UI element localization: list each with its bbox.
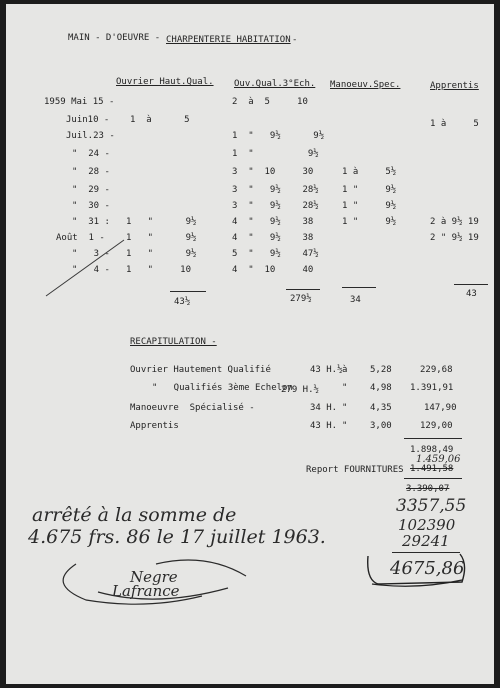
recap-rule (404, 478, 462, 479)
row-date: " 31 : (72, 217, 110, 227)
recap-row (6, 384, 494, 396)
recap-amount: 229,68 (420, 365, 453, 375)
row-date: Juil.23 - (66, 131, 115, 141)
table-row (6, 98, 494, 110)
row-ouv-qual: 3 " 10 30 (232, 167, 314, 177)
table-row (6, 132, 494, 144)
recap-label: Apprentis (130, 421, 179, 431)
recap-hours: 43 H.½ (310, 365, 343, 375)
row-ouvrier: 1 à 5 (130, 115, 190, 125)
handwritten-line-1: arrêté à la somme de (32, 504, 237, 526)
recap-hours: 34 H. (310, 403, 338, 413)
row-ouv-qual: 4 " 9½ 38 (232, 233, 314, 243)
total-box-underline (372, 580, 462, 586)
signature-1: Negre (130, 568, 178, 586)
recap-rate: 4,98 (370, 383, 392, 393)
table-row (6, 186, 494, 198)
recap-amount: 129,00 (420, 421, 453, 431)
recap-row (6, 422, 494, 434)
row-ouv-qual: 3 " 9½ 28½ (232, 185, 319, 195)
header-title: CHARPENTERIE HABITATION (166, 35, 291, 45)
total-rule (342, 287, 376, 288)
table-row (6, 218, 494, 230)
row-ouvrier: 1 " 9½ (126, 233, 197, 243)
row-ouvrier: 1 " 9½ (126, 249, 197, 259)
row-date: " 28 - (72, 167, 110, 177)
recap-amount: 1.391,91 (410, 383, 454, 393)
recap-label: Manoeuvre Spécialisé - (130, 403, 255, 413)
row-ouv-qual: 3 " 9½ 28½ (232, 201, 319, 211)
row-ouvrier: 1 " 10 (126, 265, 192, 275)
total-ouvrier: 43½ (174, 297, 191, 307)
table-row (6, 250, 494, 262)
recap-sym: " (342, 403, 348, 413)
col-ouvrier-heading: Ouvrier Haut.Qual. (116, 77, 214, 87)
handwritten-rule (392, 552, 460, 553)
recap-rate: 5,28 (370, 365, 392, 375)
recap-sym: " (342, 383, 348, 393)
row-ouv-qual: 4 " 10 40 (232, 265, 314, 275)
row-manoeuv: 1 " 9½ (342, 185, 397, 195)
total-struck: 3.390,07 (406, 484, 450, 494)
recap-label: " Qualifiés 3ème Echelon (152, 383, 293, 393)
row-date: 1959 Mai 15 - (44, 97, 115, 107)
total-rule (454, 284, 488, 285)
header-trail: - (292, 35, 298, 45)
handwritten-calc-1: 3357,55 (396, 496, 467, 516)
row-ouv-qual: 2 à 5 10 (232, 97, 308, 107)
total-rule (170, 291, 206, 292)
report-typed: 1.491,58 (410, 464, 454, 474)
col-apprentis-heading: Apprentis (430, 81, 479, 91)
recap-rate: 3,00 (370, 421, 392, 431)
recap-subtotal: 1.898,49 (410, 445, 454, 455)
row-date: " 29 - (72, 185, 110, 195)
table-row (6, 234, 494, 246)
handwritten-calc-3: 29241 (402, 532, 450, 550)
row-apprentis: 2 " 9½ 19 (430, 233, 479, 243)
row-apprentis: 1 à 5 (430, 119, 479, 129)
row-date: Août 1 - (56, 233, 105, 243)
row-ouvrier: 1 " 9½ (126, 217, 197, 227)
table-row (6, 202, 494, 214)
total-rule (286, 289, 320, 290)
row-apprentis: 2 à 9½ 19 (430, 217, 479, 227)
recap-amount: 147,90 (424, 403, 457, 413)
total-manoeuv: 34 (350, 295, 361, 305)
table-row (6, 266, 494, 278)
handwritten-calc-2: 102390 (398, 516, 456, 534)
report-label: Report FOURNITURES (306, 465, 404, 475)
row-ouv-qual: 4 " 9½ 38 (232, 217, 314, 227)
recap-rule (404, 438, 462, 439)
header-left: MAIN - D'OEUVRE - (68, 33, 161, 43)
row-date: Juin10 - (66, 115, 110, 125)
row-ouv-qual: 5 " 9½ 47½ (232, 249, 319, 259)
boxed-total: 4675,86 (390, 558, 465, 579)
recap-hours: 279 H.½ (281, 385, 319, 395)
report-handwritten: 1.459,06 (416, 454, 461, 465)
recap-rate: 4,35 (370, 403, 392, 413)
table-row (6, 150, 494, 162)
recap-row (6, 366, 494, 378)
recap-label: Ouvrier Hautement Qualifié (130, 365, 271, 375)
row-date: " 30 - (72, 201, 110, 211)
recap-sym: " (342, 421, 348, 431)
row-date: " 24 - (72, 149, 110, 159)
total-apprentis: 43 (466, 289, 477, 299)
total-ouv-qual: 279½ (290, 294, 312, 304)
col-ouv-qual-heading: Ouv.Qual.3°Ech. (234, 79, 316, 89)
recap-sym: à (342, 365, 348, 375)
col-manoeuv-heading: Manoeuv.Spec. (330, 80, 401, 90)
row-manoeuv: 1 " 9½ (342, 217, 397, 227)
table-row (6, 116, 494, 128)
row-ouv-qual: 1 " 9½ (232, 149, 319, 159)
recap-row (6, 404, 494, 416)
recap-title: RECAPITULATION - (130, 337, 217, 347)
table-row (6, 168, 494, 180)
handwritten-line-2: 4.675 frs. 86 le 17 juillet 1963. (28, 526, 326, 548)
row-manoeuv: 1 à 5½ (342, 167, 397, 177)
document-page (6, 4, 494, 684)
recap-hours: 43 H. (310, 421, 338, 431)
row-date: " 3 - (72, 249, 110, 259)
signature-2: Lafrance (112, 582, 180, 600)
row-date: " 4 - (72, 265, 110, 275)
row-ouv-qual: 1 " 9½ 9½ (232, 131, 325, 141)
row-manoeuv: 1 " 9½ (342, 201, 397, 211)
